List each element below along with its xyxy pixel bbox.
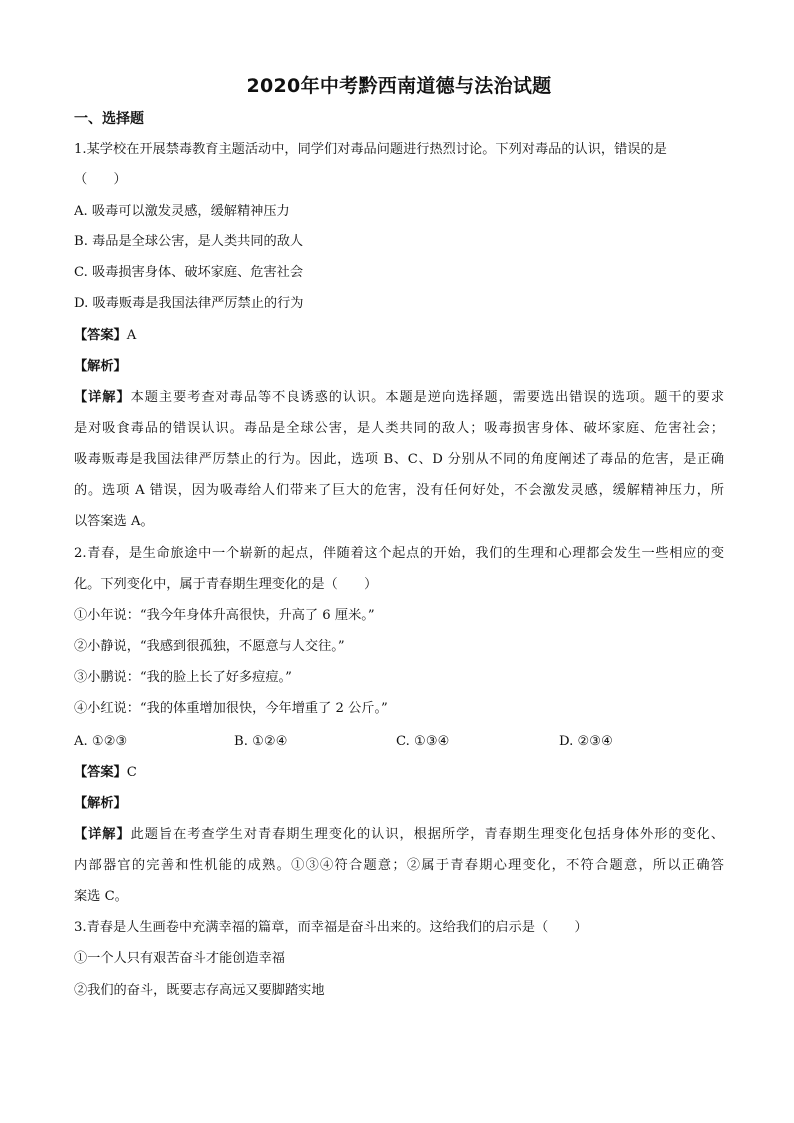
question-1-detail-line: 是对吸食毒品的错误认识。毒品是全球公害，是人类共同的敌人；吸毒损害身体、破坏家庭、危害社会；: [74, 421, 724, 436]
question-2-detail-line: 案选 C。: [74, 889, 128, 904]
question-2-statement-2: ②小静说，“我感到很孤独，不愿意与人交往。”: [74, 639, 345, 654]
question-1-analysis-tag: [74, 356, 724, 378]
detail-tag: 【详解】: [74, 827, 131, 842]
detail-text: 此题旨在考查学生对青春期生理变化的认识，根据所学，青春期生理变化包括身体外形的变化、: [130, 827, 724, 842]
question-2-analysis-tag: [74, 793, 724, 815]
question-3-statement-2: ②我们的奋斗，既要志存高远又要脚踏实地: [74, 983, 325, 998]
question-1-option-a: A. 吸毒可以激发灵感，缓解精神压力: [74, 204, 290, 219]
detail-text: 本题主要考查对毒品等不良诱惑的认识。本题是逆向选择题，需要选出错误的选项。题干的要求: [130, 390, 724, 405]
question-2-answer: [74, 762, 724, 784]
answer-value: C: [126, 765, 137, 780]
question-1-stem-bracket: （ ）: [74, 172, 127, 187]
question-2-option-b: B. ①②④: [234, 734, 288, 749]
question-1-option-d: D. 吸毒贩毒是我国法律严厉禁止的行为: [74, 296, 304, 311]
question-1-detail-line: 以答案选 A。: [74, 514, 154, 529]
question-1-detail-line: [74, 387, 724, 409]
question-1-detail-line: 的。选项 A 错误，因为吸毒给人们带来了巨大的危害，没有任何好处，不会激发灵感，缓解精神压力，所: [74, 483, 724, 498]
question-1-option-c: C. 吸毒损害身体、破坏家庭、危害社会: [74, 265, 304, 280]
question-2-option-d: D. ②③④: [559, 734, 613, 749]
document-page: [74, 0, 724, 1123]
question-2-statement-4: ④小红说：“我的体重增加很快，今年增重了 2 公斤。”: [74, 701, 388, 716]
question-2-statement-3: ③小鹏说：“我的脸上长了好多痘痘。”: [74, 670, 292, 685]
detail-tag: 【详解】: [74, 390, 131, 405]
answer-value: A: [126, 328, 137, 343]
question-1-stem: 1.某学校在开展禁毒教育主题活动中，同学们对毒品问题进行热烈讨论。下列对毒品的认识，错误的是: [74, 142, 667, 157]
question-2-statement-1: ①小年说：“我今年身体升高很快，升高了 6 厘米。”: [74, 608, 375, 623]
question-2-option-c: C. ①③④: [396, 734, 450, 749]
answer-tag: 【答案】: [74, 765, 127, 780]
analysis-tag: 【解析】: [74, 796, 127, 811]
answer-tag: 【答案】: [74, 328, 127, 343]
question-2-detail-line: 内部器官的完善和性机能的成熟。①③④符合题意；②属于青春期心理变化，不符合题意，所以正确答: [74, 858, 724, 873]
question-1-option-b: B. 毒品是全球公害，是人类共同的敌人: [74, 234, 304, 249]
page-title: 2020年中考黔西南道德与法治试题: [246, 75, 552, 97]
question-2-detail-line: [74, 824, 724, 846]
question-2-option-a: A. ①②③: [74, 734, 128, 749]
question-2-options: [74, 731, 724, 753]
question-2-stem: 化。下列变化中，属于青春期生理变化的是（ ）: [74, 577, 378, 592]
question-3-statement-1: ①一个人只有艰苦奋斗才能创造幸福: [74, 951, 285, 966]
question-3-stem: 3.青春是人生画卷中充满幸福的篇章，而幸福是奋斗出来的。这给我们的启示是（ ）: [74, 920, 588, 935]
question-2-stem: 2.青春，是生命旅途中一个崭新的起点，伴随着这个起点的开始，我们的生理和心理都会发生一些相应的变: [74, 546, 724, 561]
question-1-answer: [74, 325, 724, 347]
section-heading: 一、选择题: [74, 111, 144, 127]
question-1-detail-line: 吸毒贩毒是我国法律严厉禁止的行为。因此，选项 B、C、D 分别从不同的角度阐述了毒品的危害，是正确: [74, 452, 724, 467]
analysis-tag: 【解析】: [74, 359, 127, 374]
